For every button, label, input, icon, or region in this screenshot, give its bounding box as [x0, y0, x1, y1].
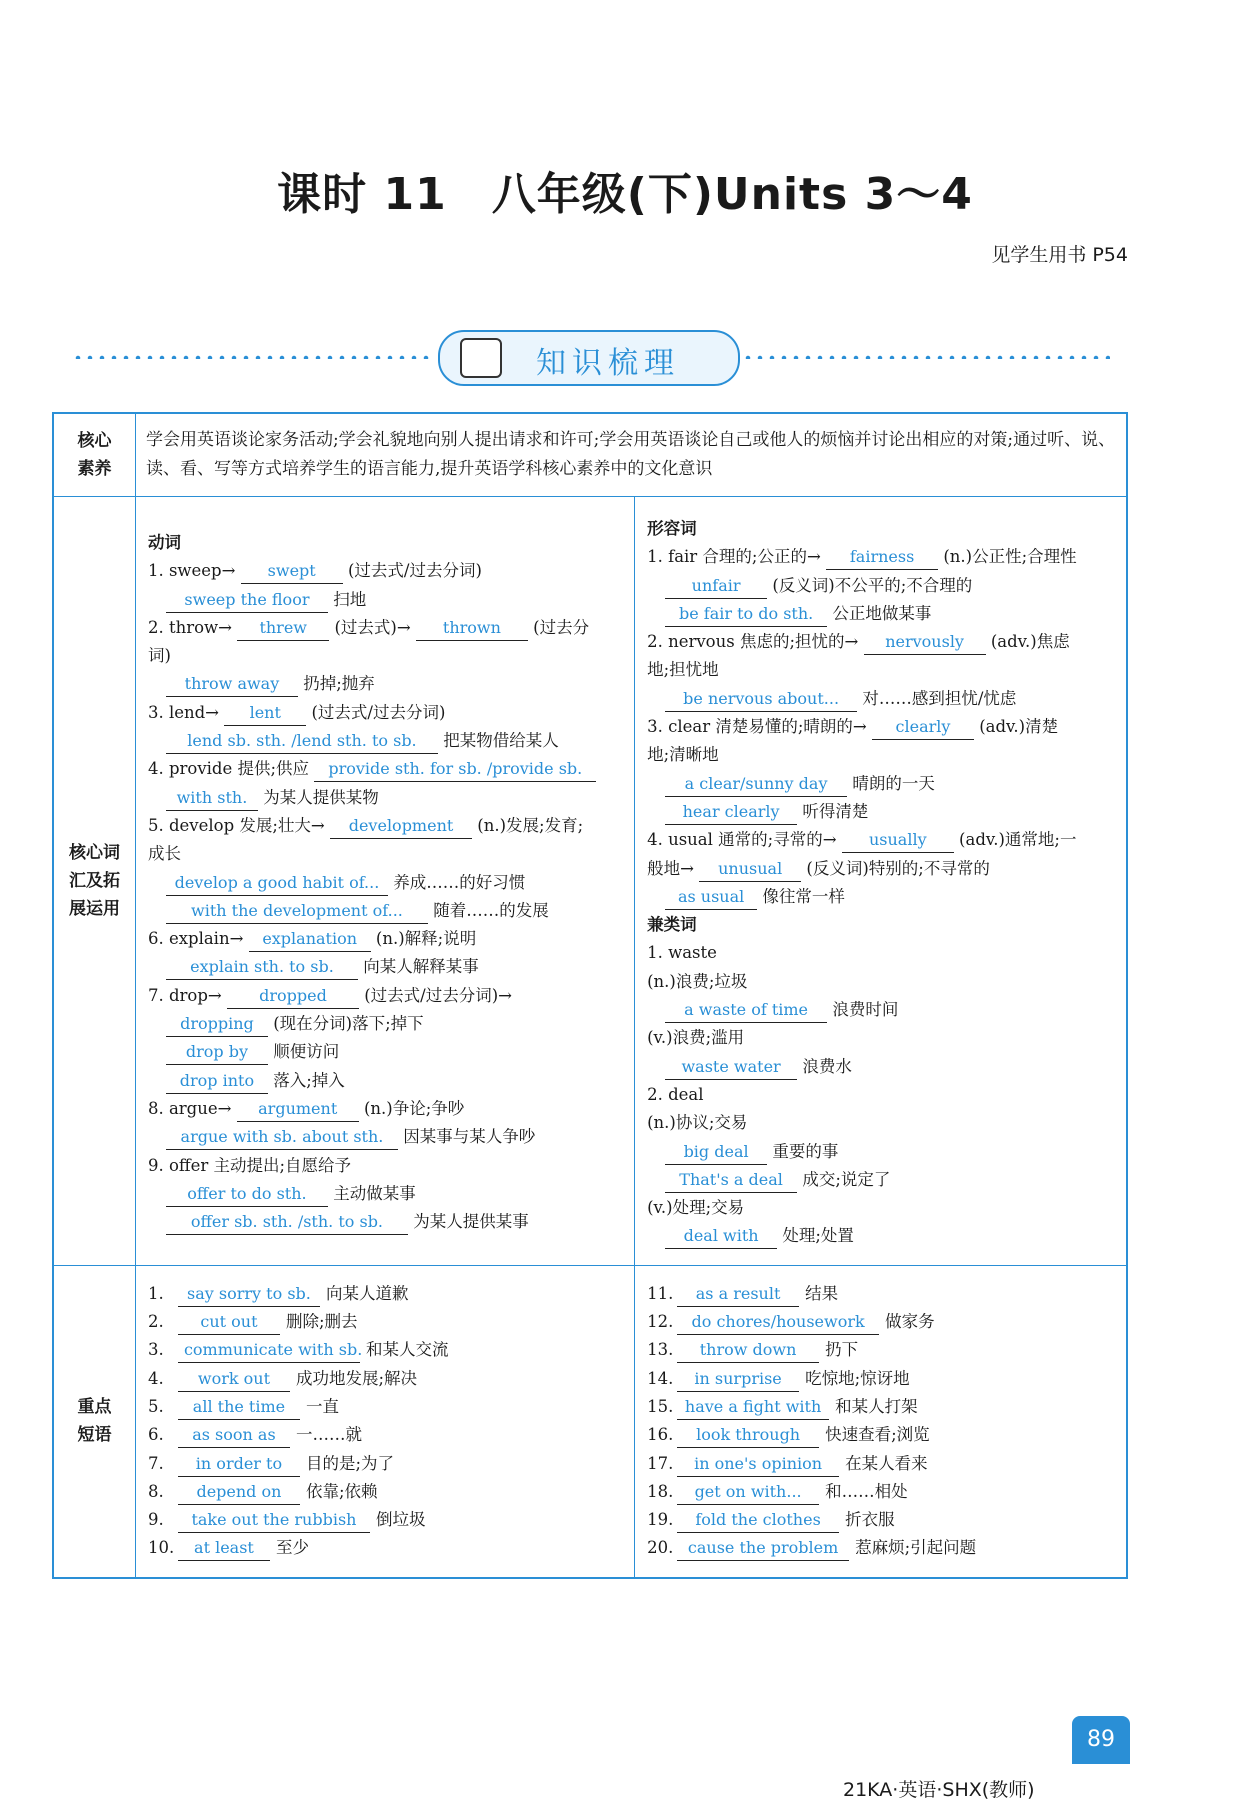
page-number: 89 — [1072, 1716, 1130, 1764]
phrase-number: 2. — [147, 1312, 164, 1332]
phrase-item — [148, 1365, 624, 1393]
knowledge-table — [52, 412, 1128, 1579]
phrase-item — [647, 1478, 1116, 1506]
vocab-right: 形容词 1. fair 合理的;公正的→ fairness (n.)公正性;合理性 unfair (反义词)不公平的;不合理的 be fair to do sth. 公正地做某事 2. nervous 焦虑的;担忧的→ nervously (adv.)焦虑 地;担忧地 be nervous about... 对……感到担忧/忧虑 3. clear 清楚易懂的;晴朗的→ clearly (adv.)清楚 地;清晰地 a clear/sunny day 晴朗的一天 hear clearly 听得清楚 4. usual 通常的;寻常的→ usually (adv.)通常地;一 般地→ unusual (反义词)特别的;不寻常的 as usual 像往常一样 兼类词 1. waste (n.)浪费;垃圾 a waste of time 浪费时间 (v.)浪费;滥用 waste water 浪费水 2. deal (n.)协议;交易 big deal 重要的事 That's a deal 成交;说定了 (v.)处理;交易 deal with 处理;处置 — [635, 497, 1127, 1266]
phrase-number: 5. — [147, 1396, 164, 1416]
phrase-item — [647, 1336, 1116, 1364]
phrase-answer: say sorry to sb. — [178, 1282, 320, 1307]
core-row — [53, 413, 1127, 497]
phrase-item — [148, 1478, 624, 1506]
phrase-number: 4. — [147, 1368, 164, 1388]
phrase-item — [148, 1450, 624, 1478]
section-banner — [438, 330, 740, 386]
phrases-left — [135, 1265, 634, 1577]
phrase-answer: depend on — [178, 1480, 300, 1505]
phrase-answer: cut out — [178, 1310, 280, 1335]
phrase-number: 6. — [147, 1425, 164, 1445]
phrase-meaning: 向某人道歉 — [325, 1283, 409, 1303]
phrase-meaning: 和某人打架 — [835, 1396, 918, 1416]
phrase-number: 11. — [647, 1283, 674, 1303]
dotted-divider-left — [72, 355, 432, 359]
phrase-number: 14. — [647, 1368, 674, 1388]
phrase-answer: do chores/housework — [677, 1310, 879, 1335]
footer-code: 21KA·英语·SHX(教师) — [843, 1779, 1035, 1801]
student-book-ref: 见学生用书 P54 — [991, 244, 1128, 266]
phrase-answer: communicate with sb. — [178, 1338, 360, 1363]
phrase-answer: work out — [178, 1367, 290, 1392]
phrase-number: 18. — [647, 1481, 674, 1501]
phrase-number: 8. — [147, 1481, 164, 1501]
phrase-meaning: 依靠;依赖 — [305, 1481, 378, 1501]
phrase-meaning: 一……就 — [295, 1425, 362, 1445]
phrase-meaning: 扔下 — [825, 1340, 859, 1360]
phrase-meaning: 目的是;为了 — [305, 1453, 395, 1473]
phrase-answer: have a fight with — [677, 1395, 829, 1420]
phrase-meaning: 做家务 — [885, 1312, 935, 1332]
phrase-item — [647, 1393, 1116, 1421]
phrase-number: 20. — [647, 1538, 674, 1558]
phrase-meaning: 惹麻烦;引起问题 — [855, 1538, 977, 1558]
phrase-item — [148, 1336, 624, 1364]
phrase-item — [647, 1421, 1116, 1449]
phrase-meaning: 和……相处 — [825, 1481, 908, 1501]
phrase-answer: look through — [677, 1423, 819, 1448]
phrase-number: 7. — [147, 1453, 164, 1473]
vocab-row — [53, 497, 1127, 1266]
phrase-item — [647, 1506, 1116, 1534]
phrase-answer: cause the problem — [677, 1536, 849, 1561]
core-text: 学会用英语谈论家务活动;学会礼貌地向别人提出请求和许可;学会用英语谈论自己或他人的烦恼并讨论出相应的对策;通过听、说、读、看、写等方式培养学生的语言能力,提升英语学科核心素养中的文化意识 — [135, 413, 1127, 497]
phrase-answer: as a result — [677, 1282, 799, 1307]
phrase-item — [647, 1280, 1116, 1308]
phrase-meaning: 快速查看;浏览 — [825, 1425, 930, 1445]
phrase-answer: in order to — [178, 1452, 300, 1477]
phrase-item — [148, 1534, 624, 1562]
phrase-item — [647, 1308, 1116, 1336]
phrase-answer: get on with... — [677, 1480, 819, 1505]
phrase-meaning: 至少 — [275, 1538, 309, 1558]
phrase-answer: in one's opinion — [677, 1452, 839, 1477]
phrase-number: 9. — [147, 1510, 164, 1530]
phrase-number: 17. — [647, 1453, 674, 1473]
phrase-answer: take out the rubbish — [178, 1508, 370, 1533]
phrase-number: 10. — [147, 1538, 175, 1558]
page-title: 课时 11 八年级(下)Units 3～4 — [277, 169, 973, 220]
phrase-answer: fold the clothes — [677, 1508, 839, 1533]
phrase-item — [647, 1365, 1116, 1393]
phrase-meaning: 一直 — [305, 1396, 339, 1416]
phrases-row — [53, 1265, 1127, 1577]
phrase-meaning: 吃惊地;惊讶地 — [805, 1368, 910, 1388]
phrase-answer: throw down — [677, 1338, 819, 1363]
adjective-heading: 形容词 — [647, 519, 697, 538]
phrase-number: 16. — [647, 1425, 674, 1445]
phrase-number: 13. — [647, 1340, 674, 1360]
phrase-number: 1. — [147, 1283, 164, 1303]
phrases-right — [635, 1265, 1127, 1577]
phrase-number: 3. — [147, 1340, 164, 1360]
phrase-meaning: 成功地发展;解决 — [295, 1368, 418, 1388]
phrase-meaning: 结果 — [805, 1283, 839, 1303]
phrase-number: 19. — [647, 1510, 674, 1530]
phrase-answer: all the time — [178, 1395, 300, 1420]
phrase-item — [647, 1534, 1116, 1562]
phrase-answer: as soon as — [178, 1423, 290, 1448]
phrase-answer: at least — [178, 1536, 270, 1561]
phrase-number: 15. — [647, 1396, 674, 1416]
phrase-item — [148, 1308, 624, 1336]
phrase-item — [148, 1506, 624, 1534]
vocab-left: 动词 1. sweep→ swept (过去式/过去分词) sweep the floor 扫地 2. throw→ threw (过去式)→ thrown (过去分 词) throw away 扔掉;抛弃 3. lend→ lent (过去式/过去分词) lend sb. sth. /lend sth. to sb. 把某物借给某人 4. provide 提供;供应 provide sth. for sb. /provide sb. with sth. 为某人提供某物 5. develop 发展;壮大→ development (n.)发展;发育; 成长 develop a good habit of... 养成……的好习惯 with the development of... 随着……的发展 6. explain→ explanation (n.)解释;说明 explain sth. to sb. 向某人解释某事 7. drop→ dropped (过去式/过去分词)→ dropping (现在分词)落下;掉下 drop by 顺便访问 drop into 落入;掉入 8. argue→ argument (n.)争论;争吵 argue with sb. about sth. 因某事与某人争吵 9. offer 主动提出;自愿给予 offer to do sth. 主动做某事 offer sb. sth. /sth. to sb. 为某人提供某事 — [135, 497, 634, 1266]
phrase-meaning: 在某人看来 — [845, 1453, 928, 1473]
phrase-answer: in surprise — [677, 1367, 799, 1392]
phrase-item — [647, 1450, 1116, 1478]
phrases-label: 重点短语 — [53, 1265, 135, 1577]
phrase-meaning: 倒垃圾 — [375, 1510, 426, 1530]
phrase-item — [148, 1280, 624, 1308]
verb-heading: 动词 — [147, 533, 181, 552]
phrase-item — [148, 1421, 624, 1449]
core-label: 核心素养 — [53, 413, 135, 497]
phrase-meaning: 折衣服 — [845, 1510, 895, 1530]
dotted-divider-right — [742, 355, 1110, 359]
phrase-meaning: 删除;删去 — [285, 1312, 358, 1332]
phrase-item — [148, 1393, 624, 1421]
book-icon — [460, 338, 502, 378]
vocab-label: 核心词汇及拓展运用 — [53, 497, 135, 1266]
phrase-meaning: 和某人交流 — [365, 1340, 449, 1360]
section-banner-text: 知识梳理 — [536, 346, 680, 381]
phrase-number: 12. — [647, 1312, 674, 1332]
multi-class-heading: 兼类词 — [647, 915, 697, 935]
